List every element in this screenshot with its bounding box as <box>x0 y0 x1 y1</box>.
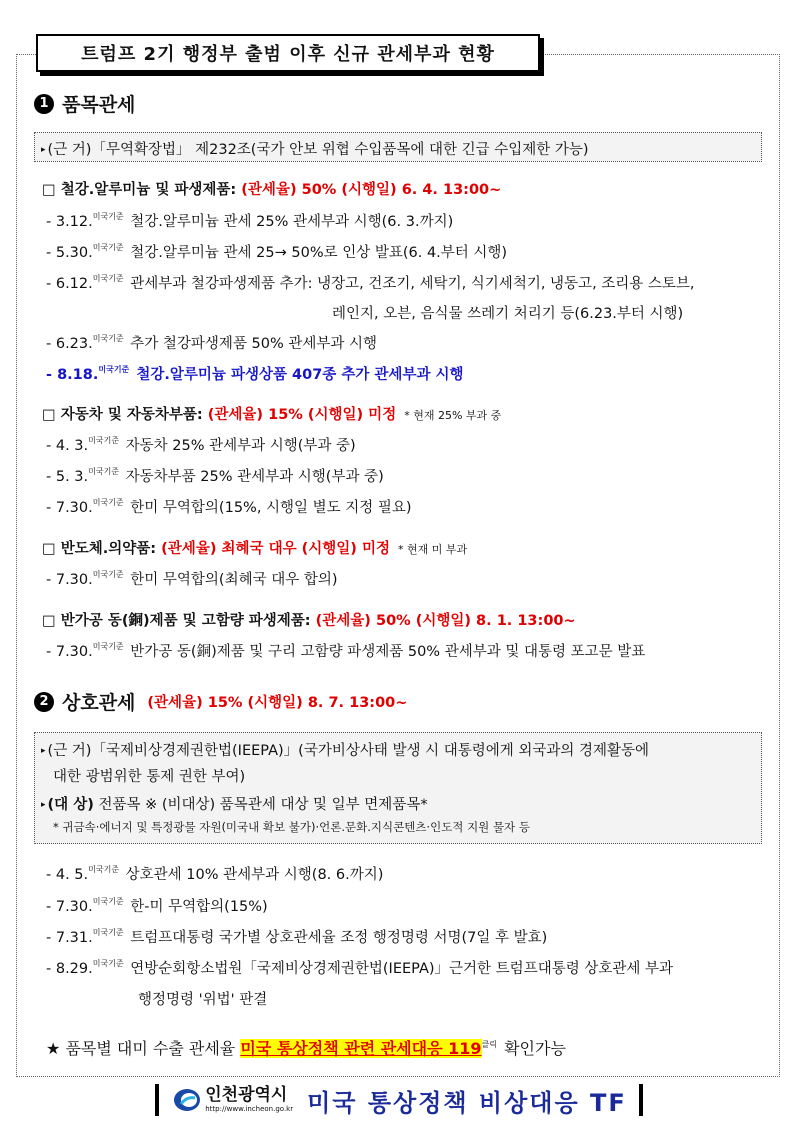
page-title: 트럼프 2기 행정부 출범 이후 신규 관세부과 현황 <box>36 34 540 72</box>
section2-target: 전품목 ※ (비대상) 품목관세 대상 및 일부 면제품목* <box>98 797 428 813</box>
section2-basis-box: ▸ (근 거)「국제비상경제권한법(IEEPA)」(국가비상사태 발생 시 대통령에게 외국과의 경제활동에 대한 광범위한 통제 권한 부여) ▸ (대 상) 전품목 ※ (비대상) 품목관세 대상 및 일부 면제품목* * 귀금속·에너지 및 특정광물 자원(미국내 확보 불가)·언론.문화.지식콘텐츠·인도적 지원 물자 등 <box>34 732 762 844</box>
footer-tf-title: 미국 통상정책 비상대응 TF <box>307 1088 627 1117</box>
tariff-119-link[interactable]: 미국 통상정책 관련 관세대응 119 <box>240 1039 482 1058</box>
logo-url: http://www.incheon.go.kr <box>205 1105 294 1113</box>
section1-title: 품목관세 <box>62 94 136 116</box>
triangle-icon: ▸ <box>41 746 46 756</box>
list-item: - 7.30.$^{미국기준}$ 반가공 동(銅)제품 및 구리 고함량 파생제품 50% 관세부과 및 대통령 포고문 발표 <box>46 642 646 660</box>
section1-heading <box>34 90 135 117</box>
list-item: - 4. 3.$^{미국기준}$ 자동차 25% 관세부과 시행(부과 중) <box>46 436 356 454</box>
incheon-emblem-icon <box>173 1088 201 1112</box>
logo-name: 인천광역시 <box>205 1085 288 1105</box>
list-item: - 5. 3.$^{미국기준}$ 자동차부품 25% 관세부과 시행(부과 중) <box>46 467 384 485</box>
list-item: - 3.12.$^{미국기준}$ 철강.알루미늄 관세 25% 관세부과 시행(6. 3.까지) <box>46 212 454 230</box>
section2-rate: (관세율) 15% (시행일) 8. 7. 13:00~ <box>147 695 408 711</box>
list-item: - 6.23.$^{미국기준}$ 추가 철강파생제품 50% 관세부과 시행 <box>46 334 378 352</box>
list-item: - 8.18.$^{미국기준}$ 철강.알루미늄 파생상품 407종 추가 관세부과 시행 <box>46 365 464 383</box>
list-item: - 7.30.$^{미국기준}$ 한-미 무역합의(15%) <box>46 897 268 915</box>
list-item: - 5.30.$^{미국기준}$ 철강.알루미늄 관세 25→ 50%로 인상 발표(6. 4.부터 시행) <box>46 243 508 261</box>
list-item: - 7.31.$^{미국기준}$ 트럼프대통령 국가별 상호관세율 조정 행정명령 서명(7일 후 발효) <box>46 928 548 946</box>
list-item-continuation: 레인지, 오븐, 음식물 쓰레기 처리기 등(6.23.부터 시행) <box>332 306 684 322</box>
section1-basis-box <box>34 132 762 162</box>
group-steel-heading: □ 철강.알루미늄 및 파생제품: (관세율) 50% (시행일) 6. 4. 13:00~ <box>42 182 502 198</box>
incheon-logo <box>173 1087 293 1113</box>
triangle-icon: ▸ <box>41 800 46 810</box>
section1-number: 1 <box>34 94 54 114</box>
list-item: - 4. 5.$^{미국기준}$ 상호관세 10% 관세부과 시행(8. 6.까지) <box>46 865 384 883</box>
list-item-continuation: 행정명령 '위법' 판결 <box>138 992 268 1008</box>
section2-basis-2: 대한 광범위한 통제 권한 부여) <box>53 769 246 785</box>
section2-basis-1: (근 거)「국제비상경제권한법(IEEPA)」(국가비상사태 발생 시 대통령에게 외국과의 경제활동에 <box>47 743 650 759</box>
section1-basis: (근 거)「무역확장법」 제232조(국가 안보 위협 수입품목에 대한 긴급 수입제한 가능) <box>47 142 589 158</box>
section2-heading <box>34 688 407 715</box>
footnote: ★ 품목별 대미 수출 관세율 미국 통상정책 관련 관세대응 $119^{클릭}$ 확인가능 <box>46 1039 566 1058</box>
section2-target-note: * 귀금속·에너지 및 특정광물 자원(미국내 확보 불가)·언론.문화.지식콘텐츠·인도적 지원 물자 등 <box>53 820 530 834</box>
group-copper-heading: □ 반가공 동(銅)제품 및 고함량 파생제품: (관세율) 50% (시행일) 8. 1. 13:00~ <box>42 613 576 629</box>
group-semiconductor-heading: □ 반도체.의약품: (관세율) 최혜국 대우 (시행일) 미정 * 현재 미 부과 <box>42 541 468 557</box>
list-item: - 7.30.$^{미국기준}$ 한미 무역합의(15%, 시행일 별도 지정 필요) <box>46 498 412 516</box>
footer-divider-right <box>639 1084 643 1116</box>
list-item: - 6.12.$^{미국기준}$ 관세부과 철강파생제품 추가: 냉장고, 건조기, 세탁기, 식기세척기, 냉동고, 조리용 스토브, <box>46 274 695 292</box>
group-auto-heading: □ 자동차 및 자동차부품: (관세율) 15% (시행일) 미정 * 현재 25% 부과 중 <box>42 407 502 423</box>
triangle-icon: ▸ <box>41 145 46 155</box>
footer <box>128 1083 670 1117</box>
content-frame <box>16 54 780 1077</box>
section2-number: 2 <box>34 692 54 712</box>
star-icon: ★ <box>46 1039 61 1058</box>
footer-divider-left <box>155 1084 159 1116</box>
list-item: - 8.29.$^{미국기준}$ 연방순회항소법원「국제비상경제권한법(IEEPA)」근거한 트럼프대통령 상호관세 부과 <box>46 959 673 977</box>
list-item: - 7.30.$^{미국기준}$ 한미 무역합의(최혜국 대우 합의) <box>46 570 338 588</box>
section2-title: 상호관세 <box>62 692 136 714</box>
